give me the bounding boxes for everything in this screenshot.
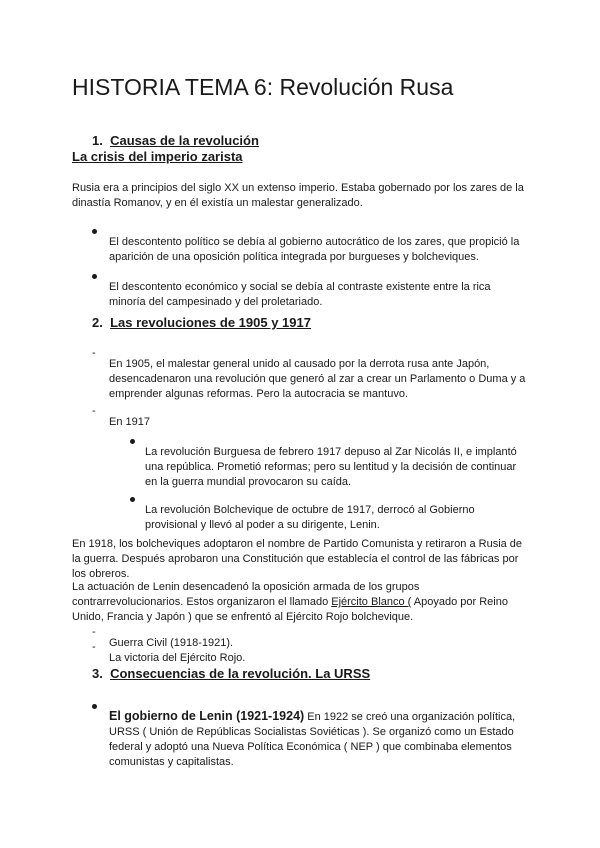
section-2-paragraph-1: En 1918, los bolcheviques adoptaron el nombre de Partido Comunista y retiraron a Rusia de la guerra. Después aprobaron una Constitución que establecía el control de las fábricas por los obreros. — [72, 538, 523, 580]
section-2-final-dash-2: La victoria del Ejército Rojo. — [109, 652, 246, 664]
section-2-item-1905: En 1905, el malestar general unido al causado por la derrota rusa ante Japón, desencadenaron una revolución que generó al zar a crear un Parlamento o Duma y a emprender algunas reformas. Pero la autocracia se mantuvo. — [109, 358, 526, 400]
section-2-number: 2. — [92, 315, 103, 330]
section-3-title: Consecuencias de la revolución. La URSS — [110, 666, 371, 681]
section-3-heading — [92, 666, 370, 681]
paragraph-2-text-b: Apoyado por Reino Unido, Francia y Japón ) que se enfrentó al Ejército Rojo bolchevique. — [72, 596, 508, 623]
paragraph-2-text-a: La actuación de Lenin desencadenó la oposición armada de los grupos contrarrevolucionarios. Estos organizaron el llamado — [72, 581, 420, 608]
section-1-subheading: La crisis del imperio zarista — [72, 149, 243, 164]
section-2-sub-bullet-1: La revolución Burguesa de febrero 1917 depuso al Zar Nicolás II, e implantó una república. Prometió reformas; pero su lentitud y la decisión de continuar en la guerra mundial provocaron su caída. — [145, 446, 517, 488]
section-2-paragraph-2 — [72, 580, 530, 625]
ejercito-blanco-link[interactable]: Ejército Blanco ( — [331, 596, 412, 608]
section-3-bullet-text: En 1922 se creó una organización política, URSS ( Unión de Repúblicas Socialistas Soviéticas ). Se organizó como un Estado federal y adoptó una Nueva Política Económica ( NEP ) que combinaba elementos comunistas y capitalistas. — [109, 711, 516, 768]
bullet-dot — [92, 229, 97, 234]
section-2-item-1917: En 1917 — [109, 416, 150, 428]
section-1-bullet-2: El descontento económico y social se debía al contraste existente entre la rica minoría del campesinado y del proletariado. — [109, 281, 491, 308]
bullet-dot — [130, 439, 135, 444]
section-3-number: 3. — [92, 666, 103, 681]
bullet-dot — [130, 497, 135, 502]
dash-marker: - — [92, 405, 96, 417]
section-1-title: Causas de la revolución — [110, 133, 259, 148]
section-2-final-dash-1: Guerra Civil (1918-1921). — [109, 637, 234, 649]
section-1-intro: Rusia era a principios del siglo XX un extenso imperio. Estaba gobernado por los zares de la dinastía Romanov, y en él existía un malestar generalizado. — [72, 182, 524, 209]
bullet-dot — [92, 274, 97, 279]
section-2-sub-bullet-2: La revolución Bolchevique de octubre de 1917, derrocó al Gobierno provisional y llevó al poder a su dirigente, Lenin. — [145, 504, 475, 531]
section-1-heading — [92, 133, 259, 148]
section-2-title: Las revoluciones de 1905 y 1917 — [110, 315, 311, 330]
dash-marker: - — [92, 641, 96, 653]
section-1-number: 1. — [92, 133, 103, 148]
dash-marker: - — [92, 347, 96, 359]
bullet-dot — [92, 704, 97, 709]
section-3-bullet — [109, 709, 530, 770]
section-2-heading — [92, 315, 311, 330]
section-3-bullet-bold: El gobierno de Lenin (1921-1924) — [109, 709, 305, 723]
section-1-bullet-1: El descontento político se debía al gobierno autocrático de los zares, que propició la aparición de una oposición política integrada por burgueses y bolcheviques. — [109, 236, 520, 263]
document-title: HISTORIA TEMA 6: Revolución Rusa — [72, 74, 454, 100]
dash-marker: - — [92, 626, 96, 638]
